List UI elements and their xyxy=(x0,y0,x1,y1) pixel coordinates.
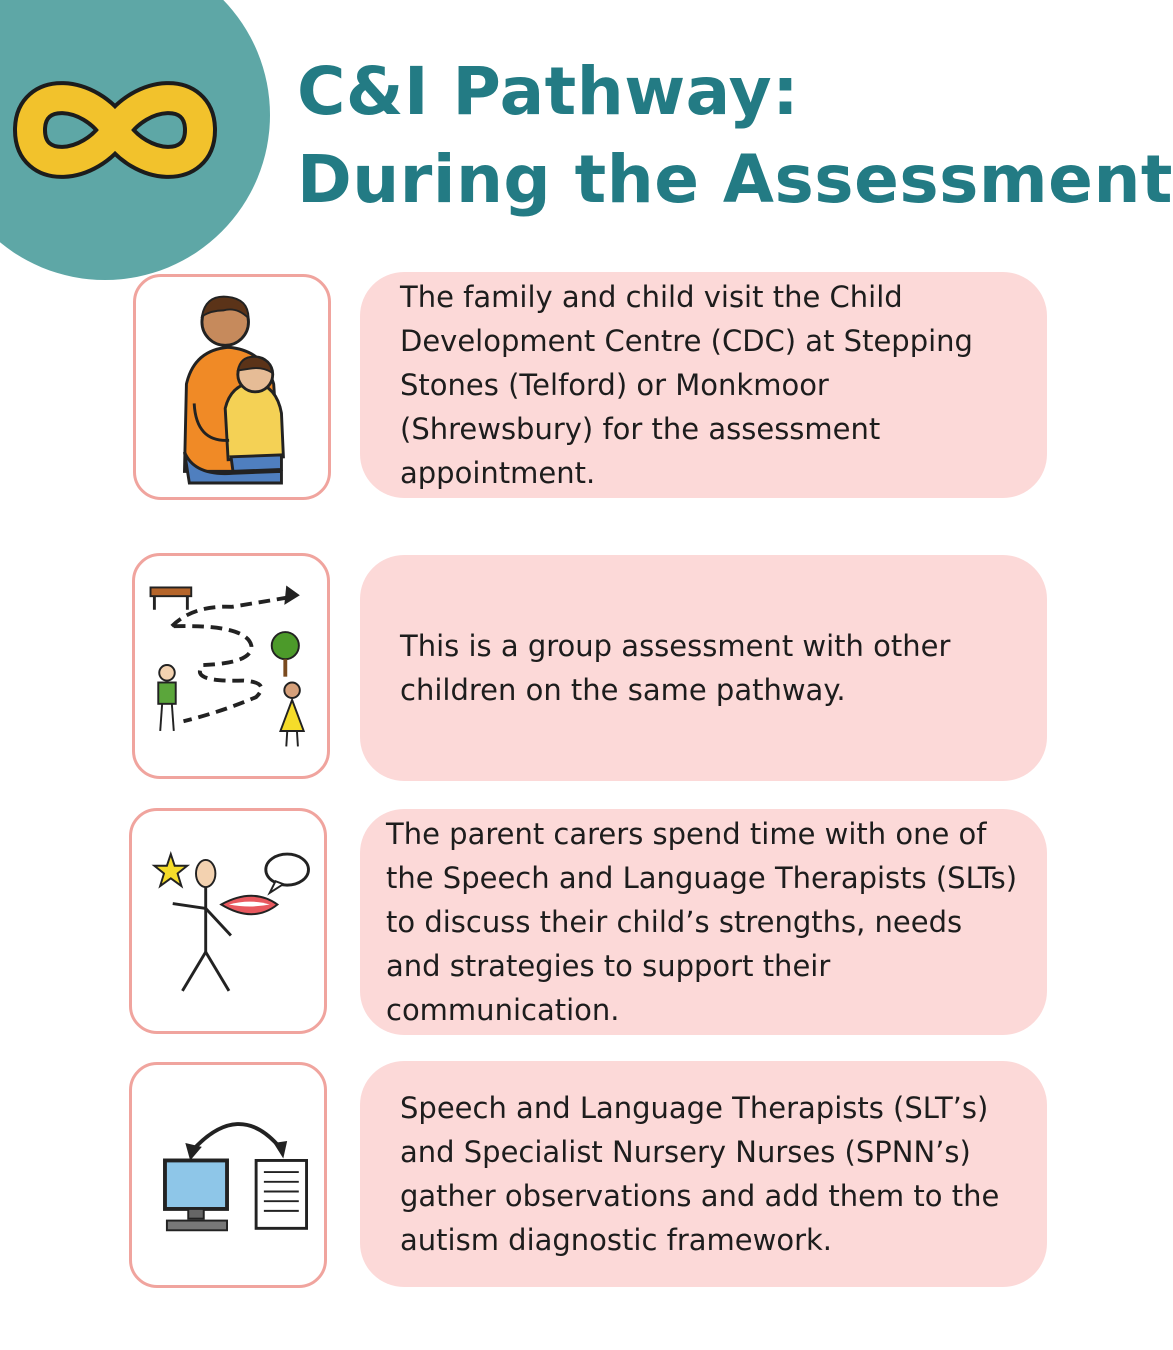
group-pathway-icon xyxy=(135,556,327,776)
parent-and-child-icon xyxy=(136,277,328,497)
step-1-text-card xyxy=(360,272,1047,498)
title-line-1: C&I Pathway: xyxy=(297,53,800,130)
title-line-2: During the Assessment xyxy=(297,141,1173,218)
step-3-text: The parent carers spend time with one of the Speech and Language Therapists (SLTs) to discuss their child’s strengths, needs and strategies to support their communication. xyxy=(386,817,1018,1027)
step-4-icon-card xyxy=(129,1062,327,1288)
step-2-text: This is a group assessment with other children on the same pathway. xyxy=(400,629,951,707)
logo-badge xyxy=(0,0,270,280)
step-3-text-card xyxy=(360,809,1047,1035)
step-4-text-card xyxy=(360,1061,1047,1287)
step-4-text: Speech and Language Therapists (SLT’s) and Specialist Nursery Nurses (SPNN’s) gather observations and add them to the autism diagnostic framework. xyxy=(400,1091,1000,1257)
step-2-icon-card xyxy=(132,553,330,779)
step-1-icon-card xyxy=(133,274,331,500)
computer-document-exchange-icon xyxy=(132,1065,324,1285)
page-title xyxy=(297,48,1173,224)
communication-icon xyxy=(132,811,324,1031)
step-2-text-card xyxy=(360,555,1047,781)
infinity-icon xyxy=(15,70,215,190)
step-1-text: The family and child visit the Child Development Centre (CDC) at Stepping Stones (Telford) or Monkmoor (Shrewsbury) for the assessment appointment. xyxy=(400,280,973,490)
step-3-icon-card xyxy=(129,808,327,1034)
